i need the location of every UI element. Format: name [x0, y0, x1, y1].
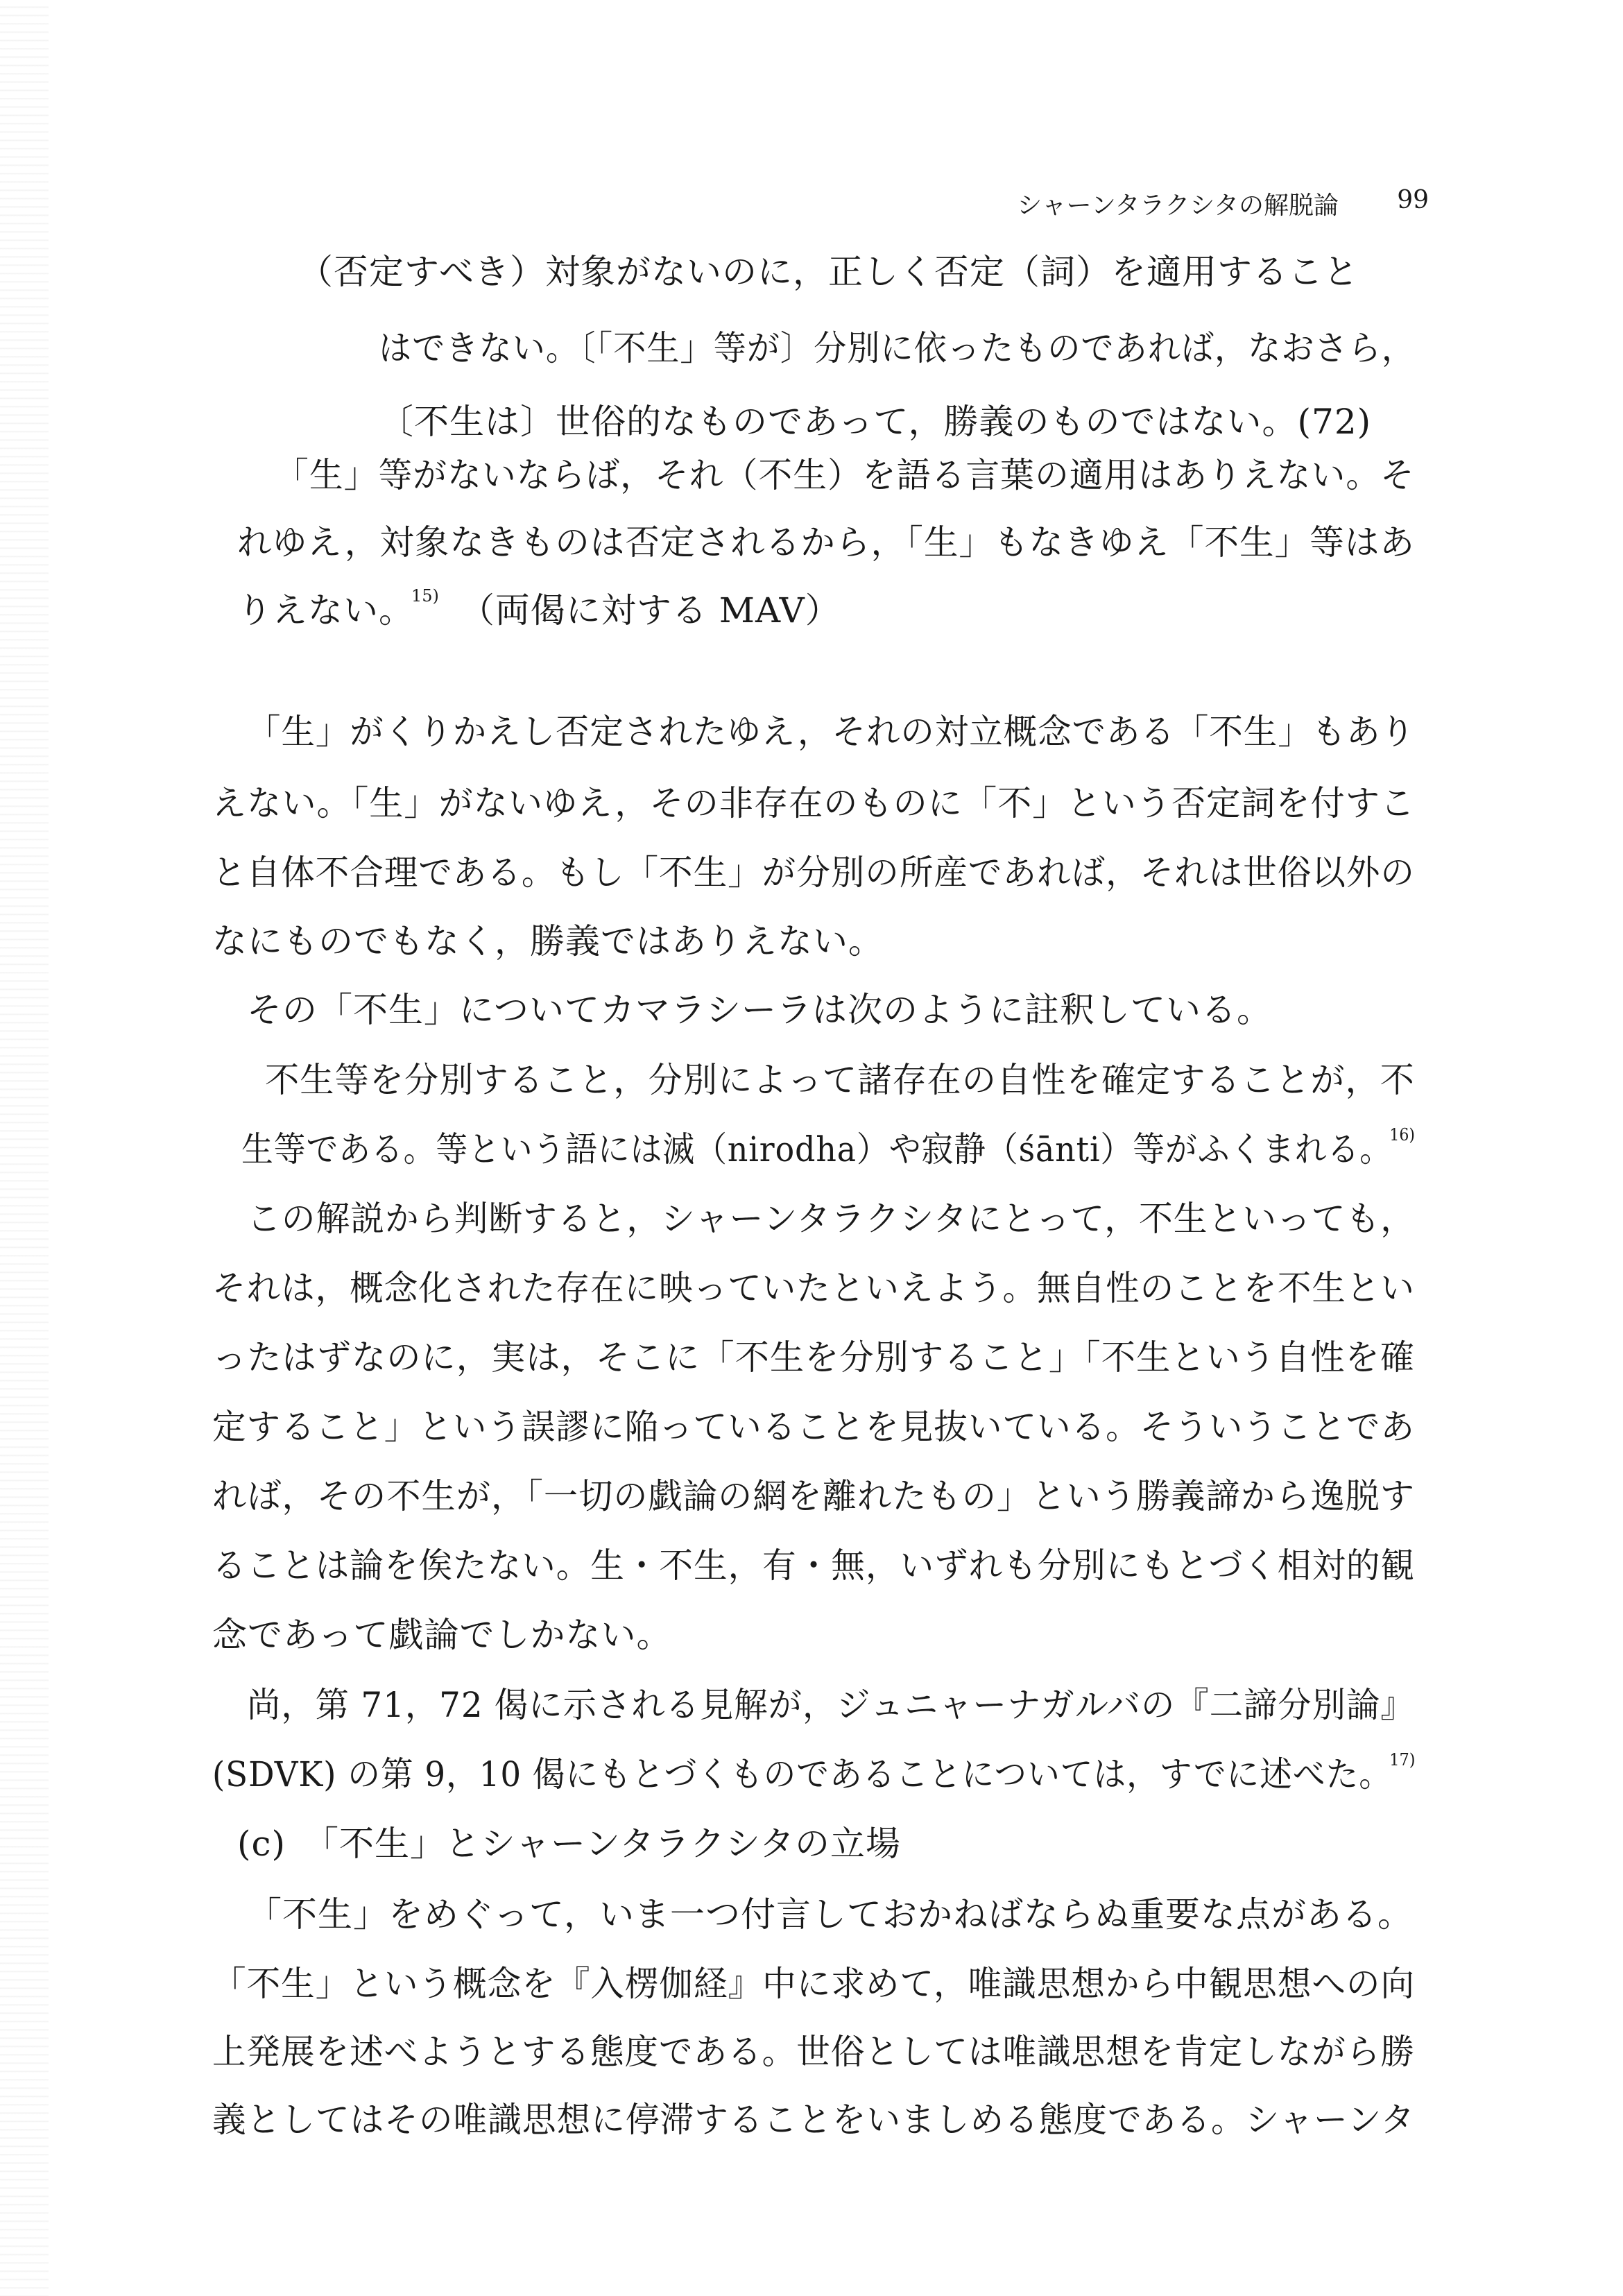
- paragraph-line: と自体不合理である。もし「不生」が分別の所産であれば，それは世俗以外の: [212, 853, 1415, 893]
- paragraph-line: ったはずなのに，実は，そこに「不生を分別すること」「不生という自性を確: [212, 1337, 1415, 1378]
- paragraph-line: 尚，第 71，72 偈に示される見解が，ジュニャーナガルバの『二諦分別論』: [247, 1685, 1415, 1725]
- footnote-ref: 15): [411, 586, 439, 606]
- footnote-ref: 16): [1389, 1125, 1415, 1145]
- running-title: シャーンタラクシタの解脱論: [1017, 191, 1339, 220]
- paragraph-line: ることは論を俟たない。生・不生，有・無，いずれも分別にもとづく相対的観: [212, 1545, 1416, 1586]
- paragraph-line: 念であって戯論でしかない。: [212, 1615, 672, 1655]
- paragraph-line: (SDVK) の第 9，10 偈にもとづくものであることについては，すでに述べた。$^{17)}$: [212, 1750, 1416, 1794]
- paragraph-line: 「不生」をめぐって，いま一つ付言しておかねばならぬ重要な点がある。: [247, 1894, 1413, 1935]
- commentary-line: りえない。$^{15)}$ （両偈に対する MAV）: [237, 586, 841, 631]
- section-heading: (c) 「不生」とシャーンタラクシタの立場: [237, 1824, 902, 1864]
- paragraph-line: 義としてはその唯識思想に停滞することをいましめる態度である。シャーンタ: [212, 2100, 1415, 2140]
- footnote-ref: 17): [1389, 1750, 1416, 1770]
- paragraph-line: 上発展を述べようとする態度である。世俗としては唯識思想を肯定しながら勝: [212, 2032, 1415, 2072]
- scan-edge-noise: [0, 0, 49, 2296]
- paragraph-line: 「不生」という概念を『入楞伽経』中に求めて，唯識思想から中観思想への向: [212, 1964, 1416, 2004]
- commentary-line: 「生」等がないならば，それ（不生）を語る言葉の適用はありえない。そ: [275, 455, 1415, 495]
- verse-line: 〔不生は〕世俗的なものであって，勝義のものではない。(72): [379, 402, 1372, 442]
- paragraph-line: それは，概念化された存在に映っていたといえよう。無自性のことを不生とい: [212, 1268, 1415, 1308]
- quote-line: 不生等を分別すること，分別によって諸存在の自性を確定することが，不: [265, 1060, 1415, 1100]
- paragraph-line: 定すること」という誤謬に陥っていることを見抜いている。そういうことであ: [212, 1407, 1415, 1447]
- commentary-line: れゆえ，対象なきものは否定されるから，「生」もなきゆえ「不生」等はあ: [237, 522, 1415, 563]
- paragraph-line: 「生」がくりかえし否定されたゆえ，それの対立概念である「不生」もあり: [247, 712, 1416, 752]
- paragraph-line: なにものでもなく，勝義ではありえない。: [212, 921, 884, 961]
- verse-line: はできない。〔「不生」等が〕分別に依ったものであれば，なおさら，: [379, 328, 1416, 368]
- paragraph-line: その「不生」についてカマラシーラは次のように註釈している。: [247, 990, 1272, 1030]
- paragraph-line: この解説から判断すると，シャーンタラクシタにとって，不生といっても，: [247, 1199, 1416, 1239]
- paragraph-line: れば，その不生が，「一切の戯論の網を離れたもの」という勝義諦から逸脱す: [212, 1476, 1415, 1516]
- verse-line: （否定すべき）対象がないのに，正しく否定（詞）を適用すること: [298, 252, 1359, 292]
- quote-line: 生等である。等という語には滅（nirodha）や寂静（śānti）等がふくまれる。$^{16)}$: [241, 1125, 1415, 1170]
- page-number: 99: [1397, 186, 1429, 214]
- paragraph-line: えない。「生」がないゆえ，その非存在のものに「不」という否定詞を付すこ: [212, 783, 1416, 823]
